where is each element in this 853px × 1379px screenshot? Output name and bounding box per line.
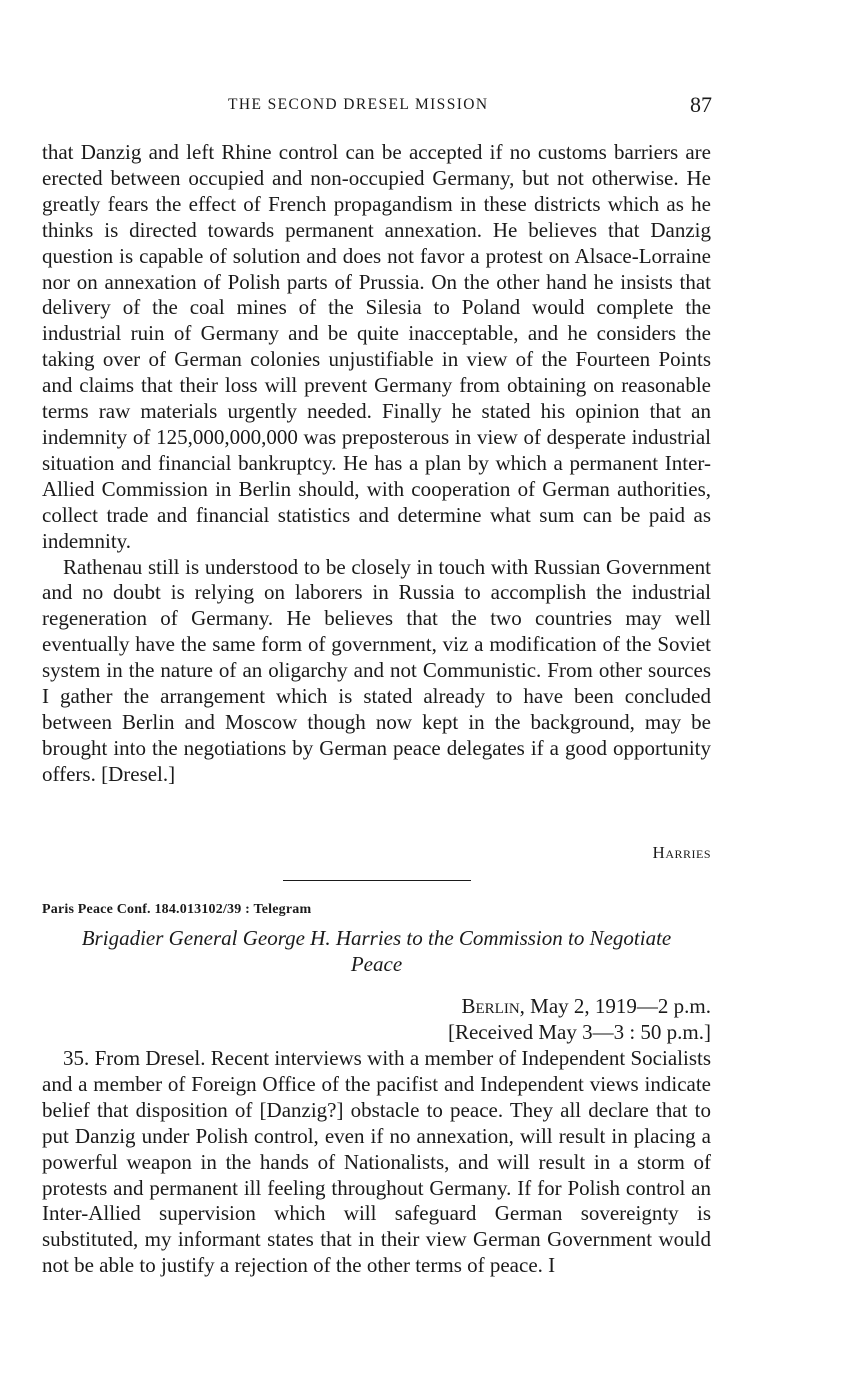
document-title: Brigadier General George H. Harries to the Commission to Negotiate Peace <box>81 926 672 976</box>
page-number: 87 <box>690 92 712 117</box>
dateline-place: Berlin, <box>461 994 525 1018</box>
body-text-top <box>42 140 711 788</box>
body-text-bottom <box>42 1046 711 1279</box>
signature: Harries <box>652 843 711 862</box>
dateline <box>448 993 711 1045</box>
dateline-date: May 2, 1919—2 p.m. <box>524 994 711 1018</box>
paragraph-telegram: 35. From Dresel. Recent interviews with a member of Independent Socialists and a member of Foreign Office of the pacifist and Independent views indicate belief that disposition of [Danzig?] obstacle to peace. They all declare that to put Danzig under Polish control, even if no annexation, will result in placing a powerful weapon in the hands of Nationalists, and will result in a storm of protests and permanent ill feeling throughout Germany. If for Polish control an Inter-Allied supervision which will safeguard German sovereignty is substituted, my informant states that in their view German Government would not be able to justify a rejection of the other terms of peace. I <box>42 1046 711 1278</box>
section-divider <box>283 880 471 881</box>
paragraph-continued: that Danzig and left Rhine control can be accepted if no customs barriers are erected between occupied and non-occupied Germany, but not otherwise. He greatly fears the effect of French propagandism in these districts which as he thinks is directed towards permanent annexation. He believes that Danzig question is capable of solution and does not favor a protest on Alsace-Lorraine nor on annexation of Polish parts of Prussia. On the other hand he insists that delivery of the coal mines of the Silesia to Poland would complete the industrial ruin of Germany and be quite inacceptable, and he considers the taking over of German colonies unjustifiable in view of the Fourteen Points and claims that their loss will prevent Germany from obtaining on reasonable terms raw materials urgently needed. Finally he stated his opinion that an indemnity of 125,000,000,000 was preposterous in view of desperate industrial situation and financial bankruptcy. He has a plan by which a permanent Inter-Allied Commission in Berlin should, with cooperation of German authorities, collect trade and financial statistics and determine what sum can be paid as indemnity. <box>42 140 711 553</box>
received-line: [Received May 3—3 : 50 p.m.] <box>447 1020 711 1044</box>
file-reference: Paris Peace Conf. 184.013102/39 : Telegram <box>42 902 312 917</box>
running-title: THE SECOND DRESEL MISSION <box>228 96 489 113</box>
paragraph-rathenau: Rathenau still is understood to be closely in touch with Russian Government and no doubt is relying on laborers in Russia to accomplish the industrial regeneration of Germany. He believes that the two countries may well eventually have the same form of government, viz a modification of the Soviet system in the nature of an oligarchy and not Communistic. From other sources I gather the arrangement which is stated already to have been concluded between Berlin and Moscow though now kept in the background, may be brought into the negotiations by German peace delegates if a good opportunity offers. [Dresel.] <box>42 554 711 786</box>
